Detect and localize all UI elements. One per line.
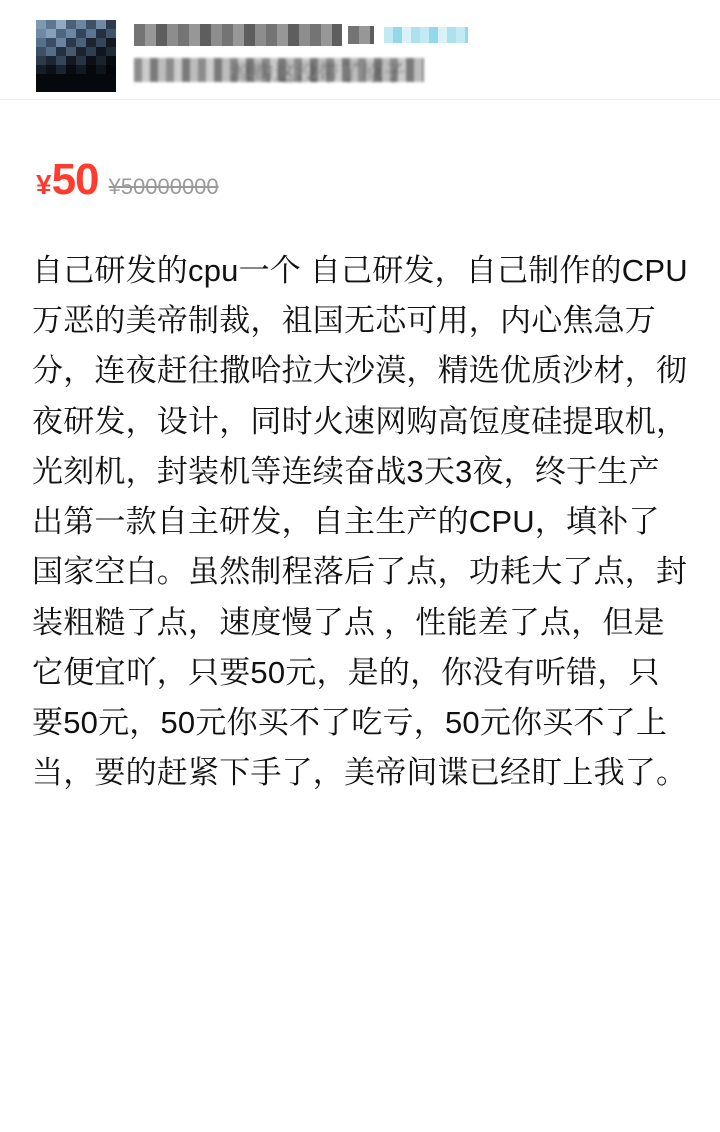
avatar-pixel-block [56, 56, 66, 65]
avatar-pixel-block [56, 29, 66, 38]
avatar-pixel-block [76, 47, 86, 56]
avatar-pixel-block [96, 38, 106, 47]
avatar-pixel-block [76, 38, 86, 47]
avatar-pixel-block [96, 29, 106, 38]
avatar-pixel-block [56, 38, 66, 47]
avatar-pixel-block [106, 56, 116, 65]
avatar-pixel-block [36, 65, 46, 74]
avatar-pixel-block [76, 20, 86, 29]
avatar-pixel-block [56, 65, 66, 74]
avatar-pixel-block [46, 65, 56, 74]
price-block [0, 100, 720, 202]
avatar-pixel-block [76, 65, 86, 74]
avatar-pixel-block [56, 20, 66, 29]
avatar-pixel-block [106, 38, 116, 47]
avatar-pixel-block [36, 38, 46, 47]
price-amount: 50 [51, 155, 99, 204]
avatar-pixel-block [66, 56, 76, 65]
avatar-pixel-block [46, 29, 56, 38]
product-description: 自己研发的cpu一个 自己研发，自己制作的CPU 万恶的美帝制裁，祖国无芯可用，内心焦急万分，连夜赶往撒哈拉大沙漠，精选优质沙材，彻夜研发，设计，同时火速网购高饾度硅提取机，光刻机，封装机等连续奋战3天3夜，终于生产出第一款自主研发，自主生产的CPU，填补了国家空白。虽然制程落后了点，功耗大了点，封装粗糙了点，速度慢了点 ，性能差了点，但是它便宜吖，只要50元，是的，你没有听错，只要50元，50元你买不了吃亏，50元你买不了上当，要的赶紧下手了，美帝间谍已经盯上我了。 [32, 253, 688, 791]
avatar-pixel-block [86, 38, 96, 47]
avatar-pixel-block [76, 29, 86, 38]
seller-name-redacted-tail [348, 26, 374, 44]
avatar-pixel-block [86, 20, 96, 29]
seller-subtitle-ghost-text: 源购这没带了原子 [230, 62, 406, 85]
avatar-pixel-block [66, 38, 76, 47]
avatar-pixel-block [76, 56, 86, 65]
avatar-pixel-block [66, 20, 76, 29]
avatar-pixel-block [36, 74, 116, 92]
avatar-pixel-block [106, 47, 116, 56]
avatar-pixel-block [36, 20, 46, 29]
seller-subtitle-row [134, 58, 684, 85]
avatar-pixel-block [86, 47, 96, 56]
avatar-pixel-block [46, 38, 56, 47]
avatar-pixel-block [46, 56, 56, 65]
avatar-pixel-block [86, 29, 96, 38]
avatar-pixel-block [66, 65, 76, 74]
avatar[interactable] [36, 20, 116, 92]
seller-name-row[interactable] [134, 22, 684, 48]
avatar-pixel-block [106, 65, 116, 74]
avatar-pixel-block [96, 56, 106, 65]
seller-info [134, 18, 684, 85]
seller-header[interactable] [0, 0, 720, 100]
avatar-pixel-block [36, 29, 46, 38]
seller-name-redacted [134, 24, 342, 46]
avatar-pixel-block [66, 47, 76, 56]
avatar-pixel-block [96, 20, 106, 29]
avatar-pixel-block [56, 47, 66, 56]
avatar-pixel-block [106, 20, 116, 29]
avatar-pixel-block [96, 47, 106, 56]
avatar-pixel-block [86, 56, 96, 65]
avatar-pixel-block [46, 47, 56, 56]
seller-badge-redacted [384, 27, 468, 43]
avatar-pixel-block [96, 65, 106, 74]
price-currency-symbol: ¥ [36, 169, 52, 200]
original-price: ¥50000000 [108, 174, 219, 199]
avatar-pixel-block [66, 29, 76, 38]
avatar-pixel-block [36, 56, 46, 65]
avatar-pixel-block [106, 29, 116, 38]
avatar-pixel-block [36, 47, 46, 56]
avatar-pixel-block [86, 65, 96, 74]
avatar-pixel-block [46, 20, 56, 29]
